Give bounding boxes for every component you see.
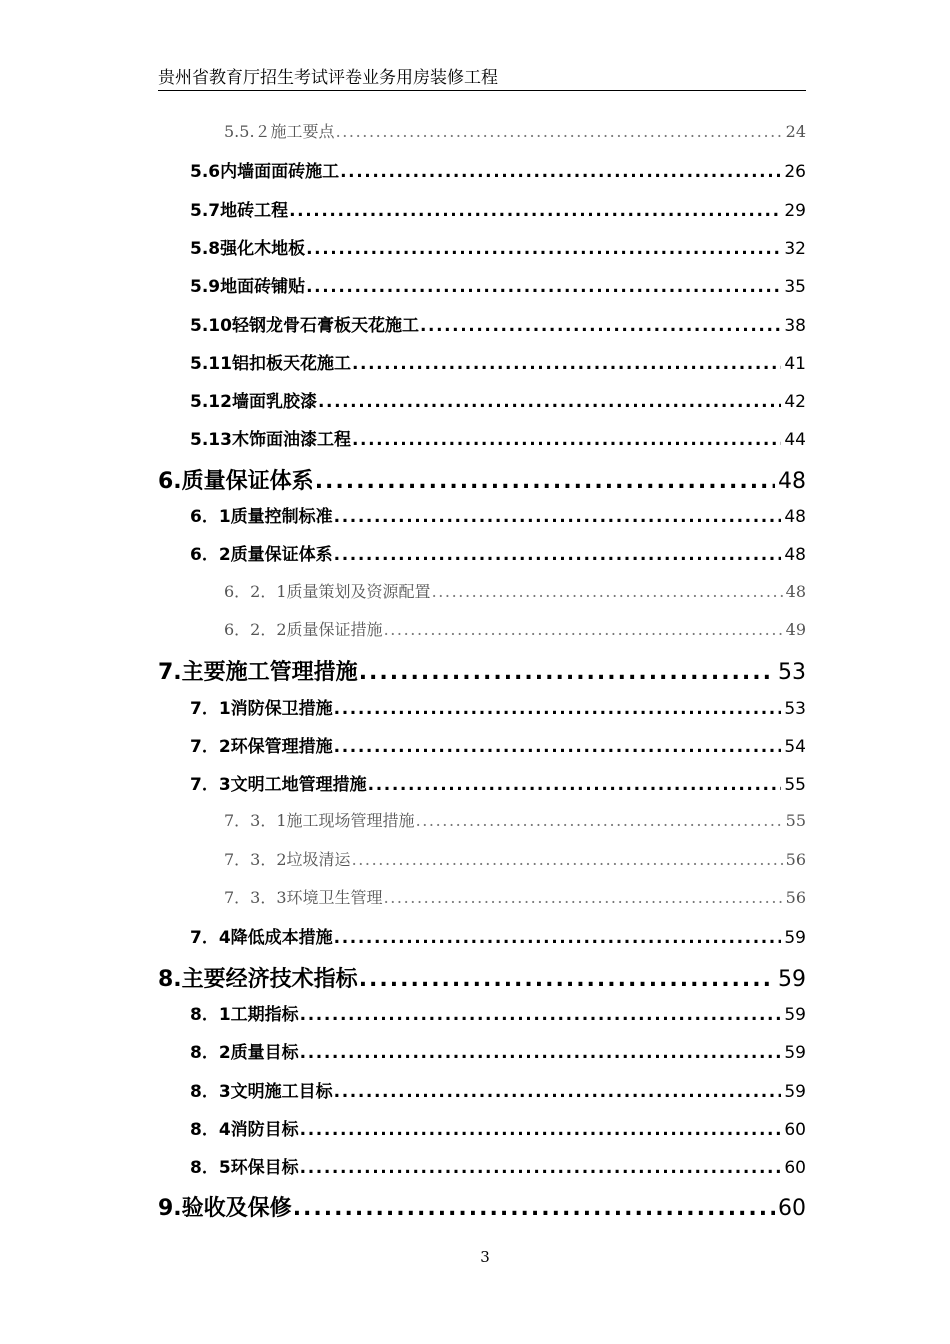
toc-dot-leader (334, 928, 782, 948)
toc-entry[interactable] (224, 617, 806, 655)
toc-entry-number: 8．1 (190, 1004, 231, 1025)
toc-dot-leader (334, 545, 782, 565)
toc-entry-page: 44 (784, 430, 806, 451)
toc-entry-title: 木饰面油漆工程 (231, 430, 351, 451)
toc-dot-leader (334, 737, 782, 757)
toc-entry-title: 环保管理措施 (230, 736, 333, 757)
toc-entry-number: 5.7 (190, 200, 221, 221)
toc-dot-leader (306, 277, 781, 297)
toc-entry-page: 59 (784, 1043, 806, 1064)
toc-entry-number: 5.5.２ (224, 122, 271, 141)
toc-entry-title: 垃圾清运 (286, 849, 351, 869)
toc-entry-number: 8．4 (190, 1119, 231, 1140)
toc-dot-leader (293, 1196, 775, 1221)
toc-entry[interactable] (190, 1153, 806, 1191)
toc-entry-number: 6. (158, 468, 182, 494)
toc-entry-number: 7．1 (190, 698, 231, 719)
toc-dot-leader (300, 1158, 782, 1178)
toc-entry-page: 42 (784, 392, 806, 413)
toc-entry-number: 7．3．3 (224, 888, 287, 907)
toc-dot-leader (334, 507, 782, 527)
toc-entry-title: 质量控制标准 (230, 507, 333, 527)
toc-entry-page: 41 (784, 353, 806, 374)
toc-dot-leader (315, 469, 775, 494)
toc-entry-number: 5.12 (190, 392, 232, 413)
toc-entry-title: 轻钢龙骨石膏板天花施工 (231, 315, 419, 336)
toc-entry-page: 35 (784, 277, 806, 298)
toc-entry-number: 5.9 (190, 277, 221, 298)
toc-entry-title: 质量策划及资源配置 (286, 581, 431, 601)
toc-entry-number: 5.11 (190, 353, 232, 374)
toc-entry-number: 7．4 (190, 928, 231, 949)
toc-dot-leader (352, 850, 783, 869)
toc-entry-title: 消防保卫措施 (230, 698, 333, 719)
toc-entry[interactable] (190, 770, 806, 808)
toc-entry-title: 地砖工程 (220, 200, 289, 221)
toc-entry-page: 48 (785, 581, 806, 601)
toc-dot-leader (336, 122, 783, 141)
toc-entry-page: 59 (784, 928, 806, 949)
toc-entry-page: 56 (785, 849, 806, 869)
toc-entry-page: 60 (784, 1158, 806, 1179)
toc-entry-page: 32 (784, 238, 806, 259)
toc-entry-number: 6．1 (190, 507, 231, 527)
toc-entry-page: 59 (784, 1004, 806, 1025)
toc-entry[interactable] (190, 502, 806, 540)
toc-entry-number: 6．2 (190, 545, 231, 566)
toc-entry[interactable] (190, 923, 806, 961)
document-title: 贵州省教育厅招生考试评卷业务用房装修工程 (158, 68, 498, 88)
toc-entry-number: 8．5 (190, 1158, 231, 1179)
toc-entry-number: 6．2．1 (224, 581, 287, 601)
toc-entry-title: 降低成本措施 (230, 928, 333, 949)
toc-entry-title: 地面砖铺贴 (220, 277, 306, 298)
toc-entry-number: 8．3 (190, 1081, 231, 1102)
toc-dot-leader (300, 1043, 782, 1063)
toc-dot-leader (368, 775, 782, 795)
toc-entry[interactable] (158, 655, 806, 693)
toc-entry-number: 7. (158, 660, 182, 686)
toc-entry-page: 60 (784, 1119, 806, 1140)
toc-dot-leader (334, 1082, 782, 1102)
toc-entry[interactable] (190, 1038, 806, 1076)
toc-entry-number: 7．3 (190, 775, 231, 796)
toc-entry-number: 9. (158, 1196, 182, 1222)
toc-entry-title: 消防目标 (230, 1119, 299, 1140)
toc-entry[interactable] (190, 1000, 806, 1038)
toc-entry[interactable] (190, 196, 806, 234)
toc-entry-page: 53 (778, 660, 806, 686)
toc-entry[interactable] (190, 234, 806, 272)
toc-entry[interactable] (190, 425, 806, 463)
toc-entry-number: 8．2 (190, 1043, 231, 1064)
toc-entry-page: 48 (784, 545, 806, 566)
toc-entry[interactable] (190, 694, 806, 732)
toc-dot-leader (352, 430, 781, 450)
toc-entry-number: 5.10 (190, 315, 232, 336)
toc-entry[interactable] (224, 808, 806, 846)
toc-entry[interactable] (224, 847, 806, 885)
toc-entry[interactable] (224, 579, 806, 617)
toc-dot-leader (352, 354, 781, 374)
toc-entry-title: 内墙面面砖施工 (220, 162, 340, 183)
toc-entry-title: 工期指标 (230, 1004, 299, 1025)
toc-entry[interactable] (190, 272, 806, 310)
toc-entry[interactable] (224, 119, 806, 157)
toc-entry-number: 5.13 (190, 430, 232, 451)
toc-entry-page: 55 (784, 775, 806, 796)
toc-dot-leader (359, 660, 775, 685)
toc-dot-leader (306, 239, 781, 259)
toc-entry-title: 文明施工目标 (230, 1081, 333, 1102)
toc-entry-number: 7．3．2 (224, 849, 287, 869)
toc-entry-number: 8. (158, 966, 182, 992)
toc-dot-leader (289, 201, 781, 221)
toc-entry-number: 5.6 (190, 162, 221, 183)
toc-dot-leader (384, 620, 783, 639)
toc-entry-title: 验收及保修 (181, 1196, 292, 1222)
toc-entry-number: 5.8 (190, 238, 221, 259)
toc-entry[interactable] (158, 962, 806, 1000)
toc-entry[interactable] (190, 1077, 806, 1115)
toc-entry-title: 主要经济技术指标 (181, 966, 358, 992)
toc-entry-page: 48 (784, 507, 806, 527)
toc-dot-leader (420, 316, 781, 336)
toc-entry-title: 铝扣板天花施工 (231, 353, 351, 374)
toc-entry-page: 53 (784, 698, 806, 719)
toc-entry-page: 59 (784, 1081, 806, 1102)
toc-dot-leader (416, 811, 783, 830)
toc-dot-leader (359, 967, 775, 992)
toc-entry-title: 文明工地管理措施 (230, 775, 367, 796)
toc-entry-number: 6．2．2 (224, 619, 287, 639)
toc-entry-page: 49 (785, 619, 806, 639)
toc-entry-title: 施工要点 (270, 122, 335, 141)
toc-entry-title: 环境卫生管理 (286, 888, 383, 907)
page-number: 3 (480, 1248, 490, 1266)
toc-entry[interactable] (190, 311, 806, 349)
toc-entry-title: 质量保证措施 (286, 619, 383, 639)
toc-dot-leader (300, 1120, 782, 1140)
toc-entry-page: 26 (784, 162, 806, 183)
toc-entry[interactable] (190, 349, 806, 387)
toc-entry-page: 38 (784, 315, 806, 336)
toc-entry-page: 55 (785, 811, 806, 831)
toc-entry-number: 7．2 (190, 736, 231, 757)
page-header (158, 66, 806, 91)
toc-entry-title: 强化木地板 (220, 238, 306, 259)
toc-entry-page: 48 (778, 468, 806, 494)
toc-entry-title: 施工现场管理措施 (286, 811, 415, 831)
toc-entry-title: 质量保证体系 (230, 545, 333, 566)
toc-entry[interactable] (224, 885, 806, 923)
toc-entry[interactable] (190, 540, 806, 578)
toc-entry-number: 7．3．1 (224, 811, 287, 831)
toc-entry[interactable] (190, 732, 806, 770)
toc-dot-leader (318, 392, 781, 412)
toc-dot-leader (340, 162, 781, 182)
toc-entry[interactable] (158, 464, 806, 502)
toc-entry-page: 56 (785, 888, 806, 907)
toc-dot-leader (334, 699, 782, 719)
toc-entry-page: 29 (784, 200, 806, 221)
toc-entry[interactable] (158, 1191, 806, 1229)
toc-dot-leader (300, 1005, 782, 1025)
toc-entry-title: 主要施工管理措施 (181, 660, 358, 686)
toc-dot-leader (384, 888, 783, 907)
toc-entry[interactable] (190, 1115, 806, 1153)
toc-entry-title: 环保目标 (230, 1158, 299, 1179)
toc-entry[interactable] (190, 387, 806, 425)
toc-entry-page: 54 (784, 736, 806, 757)
toc-entry-page: 24 (785, 122, 806, 141)
toc-dot-leader (432, 582, 783, 601)
toc-entry-title: 墙面乳胶漆 (231, 392, 317, 413)
toc-entry-title: 质量目标 (230, 1043, 299, 1064)
toc-entry[interactable] (190, 157, 806, 195)
toc-entry-page: 59 (778, 966, 806, 992)
toc-entry-title: 质量保证体系 (181, 468, 314, 494)
toc-entry-page: 60 (778, 1196, 806, 1222)
